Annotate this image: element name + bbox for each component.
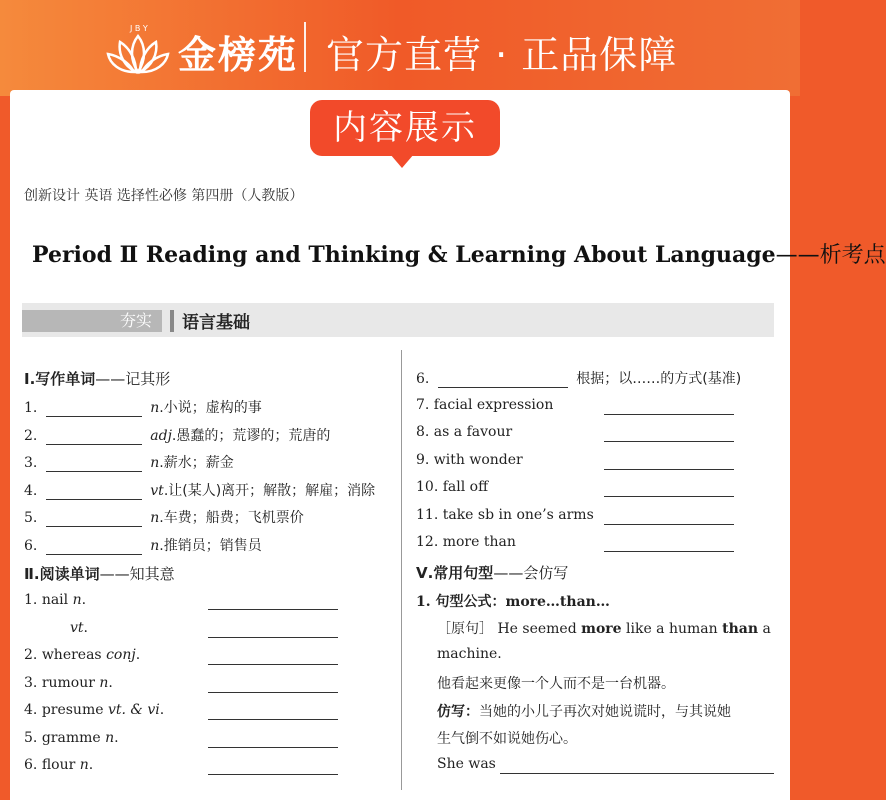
phrase-item: 7. facial expression bbox=[416, 397, 554, 413]
answer-blank[interactable] bbox=[208, 719, 338, 720]
read-item: vt. bbox=[70, 620, 88, 636]
badge-pointer bbox=[390, 154, 414, 168]
pattern-formula: 1. 句型公式：more…than… bbox=[416, 594, 610, 610]
heading-sentence-patterns: Ⅴ.常用句型——会仿写 bbox=[416, 564, 569, 582]
answer-blank[interactable] bbox=[604, 496, 734, 497]
answer-blank[interactable] bbox=[46, 499, 142, 500]
section-name: 语言基础 bbox=[182, 313, 250, 333]
imitation-prompt: 仿写：当她的小儿子再次对她说谎时，与其说她 bbox=[437, 704, 731, 720]
section-separator bbox=[170, 310, 174, 332]
jby-lotus-logo-icon bbox=[108, 22, 168, 74]
original-translation: 他看起来更像一个人而不是一台机器。 bbox=[437, 676, 675, 692]
answer-blank[interactable] bbox=[46, 471, 142, 472]
write-item: 1. n.小说；虚构的事 bbox=[24, 400, 262, 416]
answer-blank[interactable] bbox=[604, 469, 734, 470]
read-item: 1. nail n. bbox=[24, 592, 87, 608]
answer-blank[interactable] bbox=[500, 773, 774, 774]
read-item: 6. flour n. bbox=[24, 757, 94, 773]
section-tag: 夯实 bbox=[22, 310, 162, 332]
answer-blank[interactable] bbox=[604, 524, 734, 525]
answer-blank[interactable] bbox=[46, 444, 142, 445]
answer-start: She was bbox=[437, 756, 496, 772]
phrase-item: 9. with wonder bbox=[416, 452, 523, 468]
answer-blank[interactable] bbox=[438, 387, 568, 388]
top-banner bbox=[0, 0, 800, 96]
write-item: 2. adj.愚蠢的；荒谬的；荒唐的 bbox=[24, 428, 331, 444]
content-display-badge: 内容展示 bbox=[310, 100, 500, 156]
read-item: 4. presume vt. & vi. bbox=[24, 702, 165, 718]
read-item: 2. whereas conj. bbox=[24, 647, 141, 663]
imitation-prompt-cont: 生气倒不如说她伤心。 bbox=[437, 731, 577, 747]
answer-blank[interactable] bbox=[46, 416, 142, 417]
answer-blank[interactable] bbox=[208, 664, 338, 665]
banner-divider bbox=[304, 22, 306, 72]
answer-blank[interactable] bbox=[46, 554, 142, 555]
page-title bbox=[32, 238, 886, 269]
answer-blank[interactable] bbox=[208, 747, 338, 748]
answer-blank[interactable] bbox=[604, 441, 734, 442]
banner-slogan: 官方直营 · 正品保障 bbox=[326, 33, 678, 77]
phrase-item: 12. more than bbox=[416, 534, 516, 550]
column-divider bbox=[401, 350, 402, 790]
original-sentence: ［原句］ He seemed more like a human than a bbox=[437, 621, 771, 637]
title-english: Period Ⅱ Reading and Thinking & Learning About Language bbox=[32, 242, 776, 268]
write-item: 4. vt.让(某人)离开；解散；解雇；消除 bbox=[24, 483, 376, 499]
write-item: 3. n.薪水；薪金 bbox=[24, 455, 234, 471]
answer-blank[interactable] bbox=[208, 774, 338, 775]
answer-blank[interactable] bbox=[208, 692, 338, 693]
heading-writing-words: Ⅰ.写作单词——记其形 bbox=[24, 370, 171, 388]
phrase-item: 10. fall off bbox=[416, 479, 489, 495]
read-item: 3. rumour n. bbox=[24, 675, 113, 691]
write-item: 6. 根据；以……的方式(基准) bbox=[416, 371, 742, 387]
section-header bbox=[22, 303, 774, 337]
answer-blank[interactable] bbox=[604, 414, 734, 415]
write-item: 5. n.车费；船费；飞机票价 bbox=[24, 510, 304, 526]
svg-text:J B Y: J B Y bbox=[130, 24, 148, 33]
answer-blank[interactable] bbox=[208, 637, 338, 638]
phrase-item: 11. take sb in one’s arms bbox=[416, 507, 594, 523]
answer-blank[interactable] bbox=[208, 609, 338, 610]
brand-name: 金榜苑 bbox=[178, 32, 299, 77]
original-sentence-cont: machine. bbox=[437, 646, 502, 662]
answer-blank[interactable] bbox=[46, 526, 142, 527]
heading-reading-words: Ⅱ.阅读单词——知其意 bbox=[24, 565, 175, 583]
read-item: 5. gramme n. bbox=[24, 730, 119, 746]
book-subtitle: 创新设计 英语 选择性必修 第四册（人教版） bbox=[24, 188, 304, 204]
write-item: 6. n.推销员；销售员 bbox=[24, 538, 262, 554]
title-chinese: ——析考点 bbox=[775, 243, 886, 268]
phrase-item: 8. as a favour bbox=[416, 424, 513, 440]
answer-blank[interactable] bbox=[604, 551, 734, 552]
